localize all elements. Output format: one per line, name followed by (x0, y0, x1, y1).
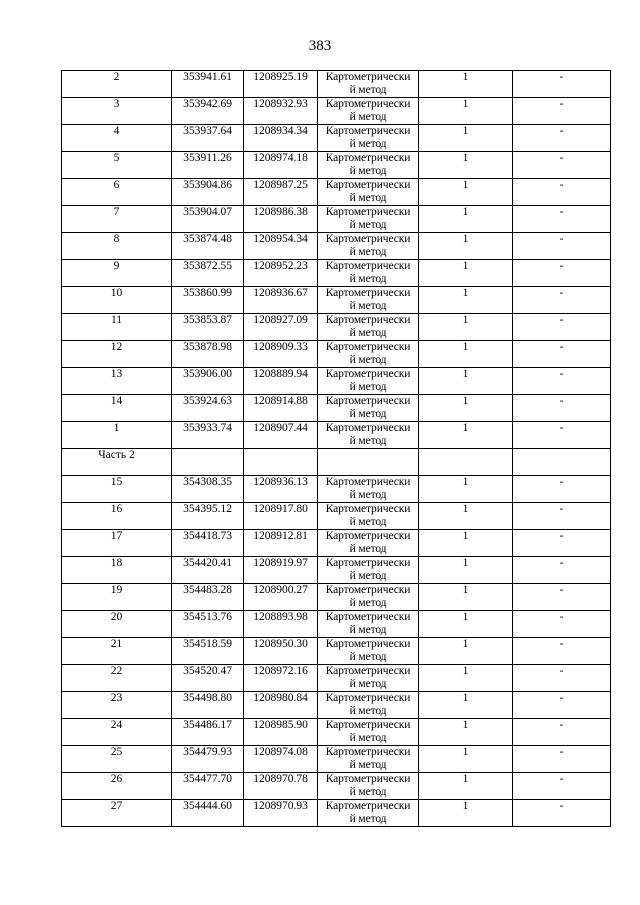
point-number-cell: 1 (62, 422, 172, 449)
method-text-line1: Картометрически (325, 692, 411, 704)
description-cell: - (513, 503, 611, 530)
table-row (62, 368, 611, 395)
accuracy-cell: 1 (419, 125, 513, 152)
method-cell (318, 341, 419, 368)
y-coordinate-cell: 1208972.16 (244, 665, 318, 692)
method-text-line1: Картометрически (325, 665, 411, 677)
method-cell (318, 287, 419, 314)
method-text-line1: Картометрически (325, 557, 411, 569)
method-cell (318, 179, 419, 206)
x-coordinate-cell: 353924.63 (172, 395, 244, 422)
x-coordinate-cell: 353872.55 (172, 260, 244, 287)
description-cell: - (513, 152, 611, 179)
method-text-line1: Картометрически (325, 638, 411, 650)
description-cell: - (513, 476, 611, 503)
point-number-cell: 14 (62, 395, 172, 422)
accuracy-cell: 1 (419, 719, 513, 746)
y-coordinate-cell: 1208987.25 (244, 179, 318, 206)
table-row (62, 179, 611, 206)
method-text-line2: й метод (349, 300, 387, 312)
table-row (62, 206, 611, 233)
method-text-line1: Картометрически (325, 314, 411, 326)
method-text-line1: Картометрически (325, 260, 411, 272)
description-cell: - (513, 125, 611, 152)
accuracy-cell: 1 (419, 638, 513, 665)
accuracy-cell: 1 (419, 314, 513, 341)
accuracy-cell: 1 (419, 530, 513, 557)
point-number-cell: 7 (62, 206, 172, 233)
method-text-line1: Картометрически (325, 206, 411, 218)
point-number-cell: 9 (62, 260, 172, 287)
method-cell (318, 314, 419, 341)
accuracy-cell: 1 (419, 71, 513, 98)
accuracy-cell: 1 (419, 395, 513, 422)
point-number-cell: 22 (62, 665, 172, 692)
method-text-line1: Картометрически (325, 719, 411, 731)
method-text-line1: Картометрически (325, 71, 411, 83)
point-number-cell: 19 (62, 584, 172, 611)
x-coordinate-cell: 353874.48 (172, 233, 244, 260)
accuracy-cell: 1 (419, 206, 513, 233)
x-coordinate-cell: 354479.93 (172, 746, 244, 773)
y-coordinate-cell: 1208919.97 (244, 557, 318, 584)
point-number-cell: 24 (62, 719, 172, 746)
method-text-line2: й метод (349, 381, 387, 393)
y-coordinate-cell: 1208985.90 (244, 719, 318, 746)
description-cell: - (513, 71, 611, 98)
description-cell: - (513, 179, 611, 206)
method-text-line1: Картометрически (325, 233, 411, 245)
accuracy-cell: 1 (419, 800, 513, 827)
y-coordinate-cell: 1208932.93 (244, 98, 318, 125)
section-label: Часть 2 (62, 449, 172, 476)
description-cell: - (513, 557, 611, 584)
y-coordinate-cell: 1208914.88 (244, 395, 318, 422)
point-number-cell: 11 (62, 314, 172, 341)
x-coordinate-cell: 353941.61 (172, 71, 244, 98)
y-coordinate-cell: 1208934.34 (244, 125, 318, 152)
method-text-line2: й метод (349, 786, 387, 798)
x-coordinate-cell: 353906.00 (172, 368, 244, 395)
x-coordinate-cell: 354513.76 (172, 611, 244, 638)
table-row (62, 260, 611, 287)
y-coordinate-cell: 1208936.67 (244, 287, 318, 314)
x-coordinate-cell: 354486.17 (172, 719, 244, 746)
x-coordinate-cell: 353937.64 (172, 125, 244, 152)
point-number-cell: 4 (62, 125, 172, 152)
method-text-line1: Картометрически (325, 773, 411, 785)
method-text-line2: й метод (349, 543, 387, 555)
method-cell (318, 773, 419, 800)
x-coordinate-cell: 353933.74 (172, 422, 244, 449)
method-text-line1: Картометрически (325, 125, 411, 137)
method-text-line2: й метод (349, 408, 387, 420)
point-number-cell: 26 (62, 773, 172, 800)
method-text-line2: й метод (349, 651, 387, 663)
method-text-line1: Картометрически (325, 368, 411, 380)
table-row (62, 665, 611, 692)
description-cell: - (513, 260, 611, 287)
method-text-line1: Картометрически (325, 800, 411, 812)
x-coordinate-cell: 353904.07 (172, 206, 244, 233)
method-text-line2: й метод (349, 84, 387, 96)
table-row (62, 530, 611, 557)
method-text-line2: й метод (349, 678, 387, 690)
table-row (62, 719, 611, 746)
point-number-cell: 23 (62, 692, 172, 719)
method-text-line2: й метод (349, 327, 387, 339)
method-text-line1: Картометрически (325, 503, 411, 515)
empty-cell (244, 449, 318, 476)
table-row (62, 800, 611, 827)
y-coordinate-cell: 1208909.33 (244, 341, 318, 368)
method-cell (318, 422, 419, 449)
method-text-line2: й метод (349, 219, 387, 231)
coordinates-table (61, 70, 611, 827)
point-number-cell: 17 (62, 530, 172, 557)
method-text-line2: й метод (349, 732, 387, 744)
accuracy-cell: 1 (419, 773, 513, 800)
table-row (62, 395, 611, 422)
point-number-cell: 15 (62, 476, 172, 503)
x-coordinate-cell: 354418.73 (172, 530, 244, 557)
accuracy-cell: 1 (419, 179, 513, 206)
description-cell: - (513, 422, 611, 449)
point-number-cell: 8 (62, 233, 172, 260)
table-row (62, 422, 611, 449)
x-coordinate-cell: 354444.60 (172, 800, 244, 827)
method-text-line2: й метод (349, 435, 387, 447)
description-cell: - (513, 773, 611, 800)
table-row (62, 152, 611, 179)
accuracy-cell: 1 (419, 233, 513, 260)
table-row (62, 584, 611, 611)
method-text-line1: Картометрически (325, 611, 411, 623)
description-cell: - (513, 746, 611, 773)
x-coordinate-cell: 354498.80 (172, 692, 244, 719)
point-number-cell: 21 (62, 638, 172, 665)
description-cell: - (513, 206, 611, 233)
point-number-cell: 16 (62, 503, 172, 530)
method-cell (318, 125, 419, 152)
table-row (62, 314, 611, 341)
description-cell: - (513, 233, 611, 260)
method-text-line1: Картометрически (325, 476, 411, 488)
y-coordinate-cell: 1208974.08 (244, 746, 318, 773)
method-text-line2: й метод (349, 570, 387, 582)
y-coordinate-cell: 1208980.84 (244, 692, 318, 719)
method-text-line2: й метод (349, 759, 387, 771)
x-coordinate-cell: 354308.35 (172, 476, 244, 503)
method-cell (318, 503, 419, 530)
x-coordinate-cell: 354518.59 (172, 638, 244, 665)
accuracy-cell: 1 (419, 665, 513, 692)
accuracy-cell: 1 (419, 746, 513, 773)
accuracy-cell: 1 (419, 611, 513, 638)
point-number-cell: 2 (62, 71, 172, 98)
empty-cell (513, 449, 611, 476)
accuracy-cell: 1 (419, 503, 513, 530)
point-number-cell: 6 (62, 179, 172, 206)
x-coordinate-cell: 354395.12 (172, 503, 244, 530)
method-text-line2: й метод (349, 246, 387, 258)
method-cell (318, 152, 419, 179)
y-coordinate-cell: 1208912.81 (244, 530, 318, 557)
table-row (62, 476, 611, 503)
method-text-line2: й метод (349, 111, 387, 123)
accuracy-cell: 1 (419, 368, 513, 395)
method-text-line1: Картометрически (325, 341, 411, 353)
method-text-line2: й метод (349, 489, 387, 501)
method-cell (318, 530, 419, 557)
method-text-line2: й метод (349, 597, 387, 609)
method-cell (318, 692, 419, 719)
description-cell: - (513, 611, 611, 638)
method-text-line2: й метод (349, 705, 387, 717)
empty-cell (318, 449, 419, 476)
accuracy-cell: 1 (419, 422, 513, 449)
x-coordinate-cell: 353878.98 (172, 341, 244, 368)
method-cell (318, 476, 419, 503)
method-cell (318, 260, 419, 287)
accuracy-cell: 1 (419, 584, 513, 611)
x-coordinate-cell: 353904.86 (172, 179, 244, 206)
point-number-cell: 25 (62, 746, 172, 773)
method-text-line1: Картометрически (325, 422, 411, 434)
description-cell: - (513, 638, 611, 665)
point-number-cell: 12 (62, 341, 172, 368)
accuracy-cell: 1 (419, 341, 513, 368)
method-text-line1: Картометрически (325, 287, 411, 299)
coordinates-table-body (62, 71, 611, 827)
x-coordinate-cell: 354477.70 (172, 773, 244, 800)
section-row (62, 449, 611, 476)
method-cell (318, 800, 419, 827)
x-coordinate-cell: 353911.26 (172, 152, 244, 179)
description-cell: - (513, 368, 611, 395)
y-coordinate-cell: 1208925.19 (244, 71, 318, 98)
point-number-cell: 3 (62, 98, 172, 125)
method-text-line2: й метод (349, 273, 387, 285)
y-coordinate-cell: 1208900.27 (244, 584, 318, 611)
method-cell (318, 206, 419, 233)
description-cell: - (513, 665, 611, 692)
table-row (62, 341, 611, 368)
accuracy-cell: 1 (419, 476, 513, 503)
accuracy-cell: 1 (419, 692, 513, 719)
y-coordinate-cell: 1208936.13 (244, 476, 318, 503)
empty-cell (172, 449, 244, 476)
y-coordinate-cell: 1208954.34 (244, 233, 318, 260)
method-text-line2: й метод (349, 354, 387, 366)
description-cell: - (513, 719, 611, 746)
page-number: 383 (308, 38, 332, 54)
y-coordinate-cell: 1208970.93 (244, 800, 318, 827)
accuracy-cell: 1 (419, 98, 513, 125)
method-cell (318, 665, 419, 692)
method-cell (318, 233, 419, 260)
method-text-line2: й метод (349, 516, 387, 528)
method-cell (318, 584, 419, 611)
table-row (62, 233, 611, 260)
table-row (62, 287, 611, 314)
method-text-line1: Картометрически (325, 179, 411, 191)
table-row (62, 71, 611, 98)
method-text-line1: Картометрически (325, 98, 411, 110)
y-coordinate-cell: 1208950.30 (244, 638, 318, 665)
table-row (62, 638, 611, 665)
point-number-cell: 13 (62, 368, 172, 395)
description-cell: - (513, 530, 611, 557)
description-cell: - (513, 692, 611, 719)
table-row (62, 125, 611, 152)
description-cell: - (513, 341, 611, 368)
x-coordinate-cell: 354520.47 (172, 665, 244, 692)
method-cell (318, 746, 419, 773)
table-row (62, 773, 611, 800)
method-text-line1: Картометрически (325, 152, 411, 164)
y-coordinate-cell: 1208907.44 (244, 422, 318, 449)
method-text-line2: й метод (349, 138, 387, 150)
table-row (62, 611, 611, 638)
method-text-line1: Картометрически (325, 395, 411, 407)
x-coordinate-cell: 353860.99 (172, 287, 244, 314)
x-coordinate-cell: 354483.28 (172, 584, 244, 611)
method-cell (318, 557, 419, 584)
accuracy-cell: 1 (419, 287, 513, 314)
method-cell (318, 611, 419, 638)
point-number-cell: 18 (62, 557, 172, 584)
table-row (62, 503, 611, 530)
empty-cell (419, 449, 513, 476)
x-coordinate-cell: 354420.41 (172, 557, 244, 584)
point-number-cell: 20 (62, 611, 172, 638)
method-text-line2: й метод (349, 624, 387, 636)
table-row (62, 746, 611, 773)
description-cell: - (513, 584, 611, 611)
point-number-cell: 5 (62, 152, 172, 179)
accuracy-cell: 1 (419, 152, 513, 179)
y-coordinate-cell: 1208952.23 (244, 260, 318, 287)
method-cell (318, 368, 419, 395)
y-coordinate-cell: 1208927.09 (244, 314, 318, 341)
method-text-line2: й метод (349, 813, 387, 825)
method-cell (318, 71, 419, 98)
y-coordinate-cell: 1208917.80 (244, 503, 318, 530)
description-cell: - (513, 395, 611, 422)
method-cell (318, 98, 419, 125)
description-cell: - (513, 314, 611, 341)
y-coordinate-cell: 1208889.94 (244, 368, 318, 395)
accuracy-cell: 1 (419, 557, 513, 584)
method-text-line1: Картометрически (325, 584, 411, 596)
method-cell (318, 638, 419, 665)
description-cell: - (513, 287, 611, 314)
method-cell (318, 719, 419, 746)
table-row (62, 692, 611, 719)
method-text-line1: Картометрически (325, 746, 411, 758)
y-coordinate-cell: 1208893.98 (244, 611, 318, 638)
point-number-cell: 27 (62, 800, 172, 827)
x-coordinate-cell: 353853.87 (172, 314, 244, 341)
table-row (62, 98, 611, 125)
method-text-line1: Картометрически (325, 530, 411, 542)
point-number-cell: 10 (62, 287, 172, 314)
table-row (62, 557, 611, 584)
method-cell (318, 395, 419, 422)
x-coordinate-cell: 353942.69 (172, 98, 244, 125)
description-cell: - (513, 800, 611, 827)
y-coordinate-cell: 1208986.38 (244, 206, 318, 233)
y-coordinate-cell: 1208974.18 (244, 152, 318, 179)
method-text-line2: й метод (349, 192, 387, 204)
method-text-line2: й метод (349, 165, 387, 177)
description-cell: - (513, 98, 611, 125)
y-coordinate-cell: 1208970.78 (244, 773, 318, 800)
accuracy-cell: 1 (419, 260, 513, 287)
